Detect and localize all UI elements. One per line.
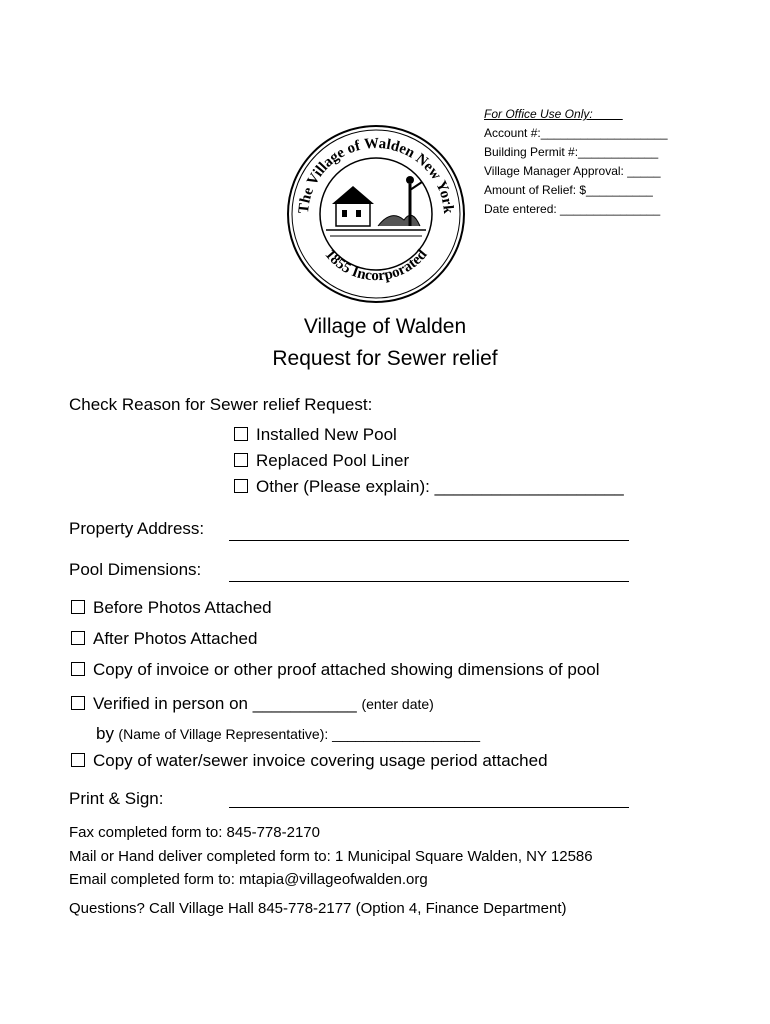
by-label: by <box>96 724 114 743</box>
page-title: Village of Walden <box>303 315 467 338</box>
pool-dimensions-input-line[interactable] <box>229 581 629 582</box>
enter-date-hint: (enter date) <box>361 696 434 712</box>
checkbox[interactable] <box>71 600 85 614</box>
questions-info: Questions? Call Village Hall 845-778-2177 (Option 4, Finance Department) <box>69 900 567 917</box>
property-address-label: Property Address: <box>69 519 205 538</box>
checkbox[interactable] <box>71 753 85 767</box>
option-installed-pool[interactable]: Installed New Pool <box>234 425 397 445</box>
checkbox[interactable] <box>234 453 248 467</box>
checkbox[interactable] <box>234 427 248 441</box>
check-before-photos[interactable]: Before Photos Attached <box>71 598 272 618</box>
check-invoice-proof[interactable]: Copy of invoice or other proof attached showing dimensions of pool <box>71 660 600 680</box>
check-water-sewer-invoice[interactable]: Copy of water/sewer invoice covering usage period attached <box>71 751 548 771</box>
office-use-block <box>484 105 668 219</box>
checkbox[interactable] <box>71 631 85 645</box>
page-subtitle: Request for Sewer relief <box>272 347 498 370</box>
office-account-field[interactable]: Account #:___________________ <box>484 126 668 140</box>
office-amount-relief-field[interactable]: Amount of Relief: $__________ <box>484 183 653 197</box>
office-manager-approval-field[interactable]: Village Manager Approval: _____ <box>484 164 661 178</box>
village-seal-logo <box>286 124 466 304</box>
representative-label: (Name of Village Representative): ___________________ <box>118 726 481 742</box>
svg-text:1855 Incorporated: 1855 Incorporated <box>321 246 431 285</box>
property-address-input-line[interactable] <box>229 540 629 541</box>
checkbox[interactable] <box>71 662 85 676</box>
option-replaced-liner[interactable]: Replaced Pool Liner <box>234 451 409 471</box>
checkbox[interactable] <box>234 479 248 493</box>
office-date-entered-field[interactable]: Date entered: _______________ <box>484 202 661 216</box>
check-verified-in-person[interactable]: Verified in person on ___________ (enter date) <box>71 694 434 714</box>
print-sign-input-line[interactable] <box>229 807 629 808</box>
reason-prompt: Check Reason for Sewer relief Request: <box>69 395 373 414</box>
svg-text:The Village of Walden New York: The Village of Walden New York <box>295 135 457 215</box>
office-building-permit-field[interactable]: Building Permit #:____________ <box>484 145 659 159</box>
office-use-header: For Office Use Only: ____ <box>484 107 623 121</box>
pool-dimensions-label: Pool Dimensions: <box>69 560 202 579</box>
print-sign-label: Print & Sign: <box>69 789 164 808</box>
check-after-photos[interactable]: After Photos Attached <box>71 629 257 649</box>
fax-info: Fax completed form to: 845-778-2170 <box>69 824 320 841</box>
email-info: Email completed form to: mtapia@villageofwalden.org <box>69 871 428 888</box>
village-representative-line[interactable] <box>96 724 480 744</box>
option-other[interactable]: Other (Please explain): ____________________ <box>234 477 624 497</box>
checkbox[interactable] <box>71 696 85 710</box>
mail-info: Mail or Hand deliver completed form to: 1 Municipal Square Walden, NY 12586 <box>69 848 593 865</box>
